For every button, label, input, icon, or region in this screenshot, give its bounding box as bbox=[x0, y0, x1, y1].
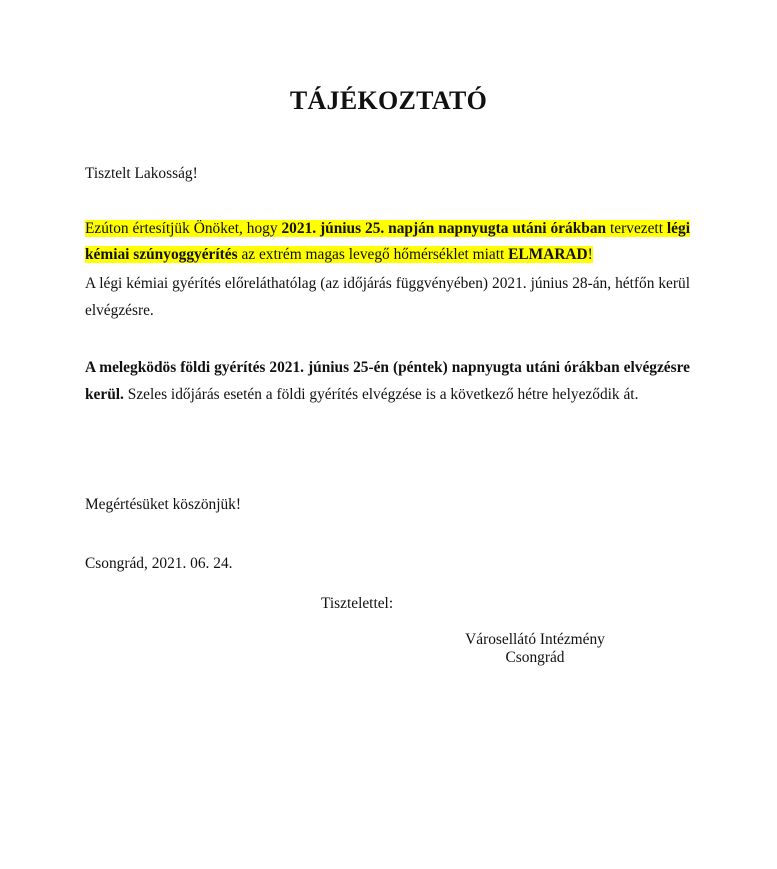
paragraph-aerial-reschedule: A légi kémiai gyérítés előreláthatólag (az időjárás függvényében) 2021. június 28-án, hétfőn kerül elvégzésre. bbox=[85, 275, 690, 319]
signature-org: Városellátó Intézmény bbox=[465, 631, 605, 648]
highlight-intro: Ezúton értesítjük Önöket, hogy bbox=[85, 220, 282, 237]
highlight-aerial-spraying: légi kémiai szúnyoggyérítés bbox=[85, 220, 690, 263]
highlight-reason: az extrém magas levegő hőmérséklet miatt bbox=[237, 246, 509, 263]
highlight-date: 2021. június 25. napján napnyugta utáni órákban bbox=[281, 220, 607, 237]
paragraph-ground-spraying bbox=[85, 354, 690, 408]
ground-spraying-note: Szeles időjárás esetén a földi gyérítés elvégzése is a következő hétre helyeződik át. bbox=[123, 386, 639, 403]
thanks-line: Megértésüket köszönjük! bbox=[85, 496, 242, 513]
signature-city: Csongrád bbox=[505, 649, 565, 666]
highlight-planned: tervezett bbox=[606, 220, 667, 237]
document-title: TÁJÉKOZTATÓ bbox=[289, 86, 488, 115]
signature-block bbox=[440, 631, 630, 667]
highlight-cancelled: ELMARAD bbox=[508, 246, 588, 263]
greeting: Tisztelt Lakosság! bbox=[85, 165, 198, 182]
highlight-exclamation: ! bbox=[587, 246, 593, 263]
ground-spraying-bold: A melegködös földi gyérítés 2021. június 25-én (péntek) napnyugta utáni órákban elvégzésre kerül. bbox=[85, 359, 690, 403]
date-line: Csongrád, 2021. 06. 24. bbox=[85, 555, 233, 572]
closing-line: Tisztelettel: bbox=[321, 595, 394, 612]
paragraph-cancellation bbox=[85, 216, 690, 268]
